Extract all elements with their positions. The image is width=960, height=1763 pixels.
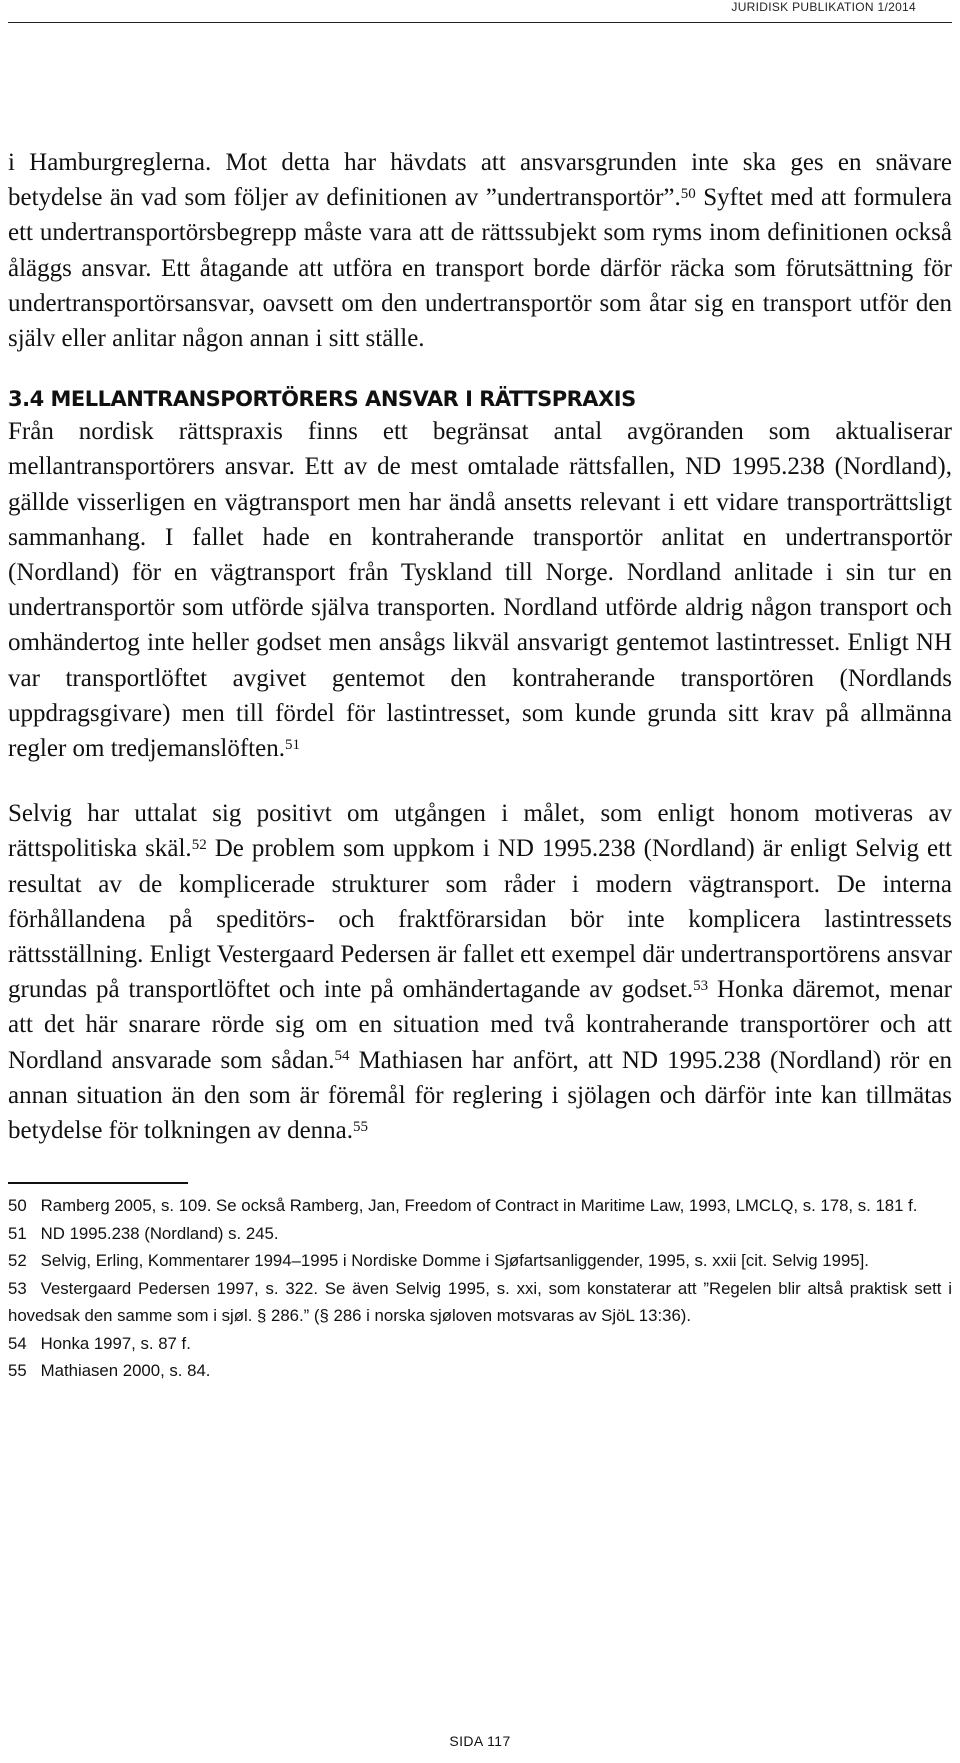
paragraph-3-text-d: Mathiasen har anfört, att ND 1995.238 (Nordland) rör en annan situation än den som är föremål för reglering i sjölagen och därför inte kan tillmätas betydelse för tolkningen av denna. (8, 1046, 952, 1145)
page-content (8, 145, 952, 1385)
paragraph-2-text: Från nordisk rättspraxis finns ett begränsat antal avgöranden som aktualiserar mellantransportörers ansvar. Ett av de mest omtalade rättsfallen, ND 1995.238 (Nordland), gällde visserligen en vägtransport men har ändå ansetts relevant i ett vidare transporträttsligt sammanhang. I fallet hade en kontraherande transportör anlitat en undertransportör (Nordland) för en vägtransport från Tyskland till Norge. Nordland anlitade i sin tur en undertransportör som utförde själva transporten. Nordland utförde aldrig någon transport och omhändertog inte heller godset men ansågs likväl ansvarigt gentemot lastintresset. Enligt NH var transportlöftet avgivet gentemot den kontraherande transportören (Nordlands uppdragsgivare) men till fördel för lastintresset, som kunde grunda sitt krav på allmänna regler om tredjemanslöften. (8, 418, 952, 763)
paragraph-2 (8, 414, 952, 766)
footnote (8, 1357, 952, 1385)
footnote (8, 1192, 952, 1220)
paragraph-3-text-a: Selvig har uttalat sig positivt om utgången i målet, som enligt honom motiveras av rättspolitiska skäl. (8, 800, 952, 863)
header-rule (8, 22, 952, 23)
paragraph-1-text-b: Syftet med att formulera ett undertransportörsbegrepp måste vara att de rättssubjekt som ryms inom definitionen också åläggs ansvar. Ett åtagande att utföra en transport borde därför räcka som förutsättning för undertransportörsansvar, oavsett om den undertransportör som åtar sig en transport utför den själv eller anlitar någon annan i sitt ställe. (8, 184, 952, 353)
footnote (8, 1330, 952, 1358)
section-heading: 3.4 MELLANTRANSPORTÖRERS ANSVAR I RÄTTSPRAXIS (8, 387, 636, 412)
footnote-number: 55 (8, 1361, 27, 1381)
footnote-text: Vestergaard Pedersen 1997, s. 322. Se även Selvig 1995, s. xxi, som konstaterar att ”Regelen blir altså praktisk sett i hovedsak den samme som i sjøl. § 286.” (§ 286 i norska sjøloven motsvaras av SjöL 13:36). (8, 1278, 952, 1326)
running-header: JURIDISK PUBLIKATION 1/2014 (731, 0, 916, 14)
footnote-rule (8, 1182, 188, 1184)
footnote-ref-55: 55 (353, 1118, 369, 1135)
footnote-text: Mathiasen 2000, s. 84. (40, 1361, 211, 1381)
page-number: SIDA 117 (449, 1733, 511, 1749)
paragraph-3 (8, 796, 952, 1148)
footnote-ref-52: 52 (191, 837, 207, 854)
footnote-ref-54: 54 (334, 1048, 350, 1065)
footnotes (8, 1192, 952, 1385)
footnote (8, 1247, 952, 1275)
footnote-text: Ramberg 2005, s. 109. Se också Ramberg, Jan, Freedom of Contract in Maritime Law, 1993, LMCLQ, s. 178, s. 181 f. (40, 1196, 918, 1216)
footnote-number: 53 (8, 1278, 27, 1298)
footnote-text: Honka 1997, s. 87 f. (40, 1333, 191, 1353)
paragraph-1-text-a: i Hamburgreglerna. Mot detta har hävdats att ansvarsgrunden inte ska ges en snävare betydelse än vad som följer av definitionen av ”undertransportör”. (8, 149, 952, 212)
footnote-ref-50: 50 (680, 185, 696, 202)
footnote-number: 52 (8, 1251, 27, 1271)
paragraph-3-text-b: De problem som uppkom i ND 1995.238 (Nordland) är enligt Selvig ett resultat av de komplicerade strukturer som råder i modern vägtransport. De interna förhållandena på speditörs- och fraktförarsidan bör inte komplicera lastintressets rättsställning. Enligt Vestergaard Pedersen är fallet ett exempel där undertransportörens ansvar grundas på transportlöftet och inte på omhändertagande av godset. (8, 835, 952, 1004)
paragraph-1 (8, 145, 952, 356)
footnote-text: ND 1995.238 (Nordland) s. 245. (40, 1223, 279, 1243)
footnote (8, 1275, 952, 1330)
paragraph-3-text-c: Honka däremot, menar att det här snarare rörde sig om en situation med två kontraherande transportörer och att Nordland ansvarade som sådan. (8, 976, 952, 1074)
footnote-ref-51: 51 (284, 736, 300, 753)
footnote (8, 1220, 952, 1248)
footnote-number: 54 (8, 1333, 27, 1353)
footnote-number: 50 (8, 1196, 27, 1216)
footnote-ref-53: 53 (693, 977, 709, 994)
footnote-text: Selvig, Erling, Kommentarer 1994–1995 i Nordiske Domme i Sjøfartsanliggender, 1995, s. xxii [cit. Selvig 1995]. (40, 1251, 869, 1271)
footnote-number: 51 (8, 1223, 27, 1243)
